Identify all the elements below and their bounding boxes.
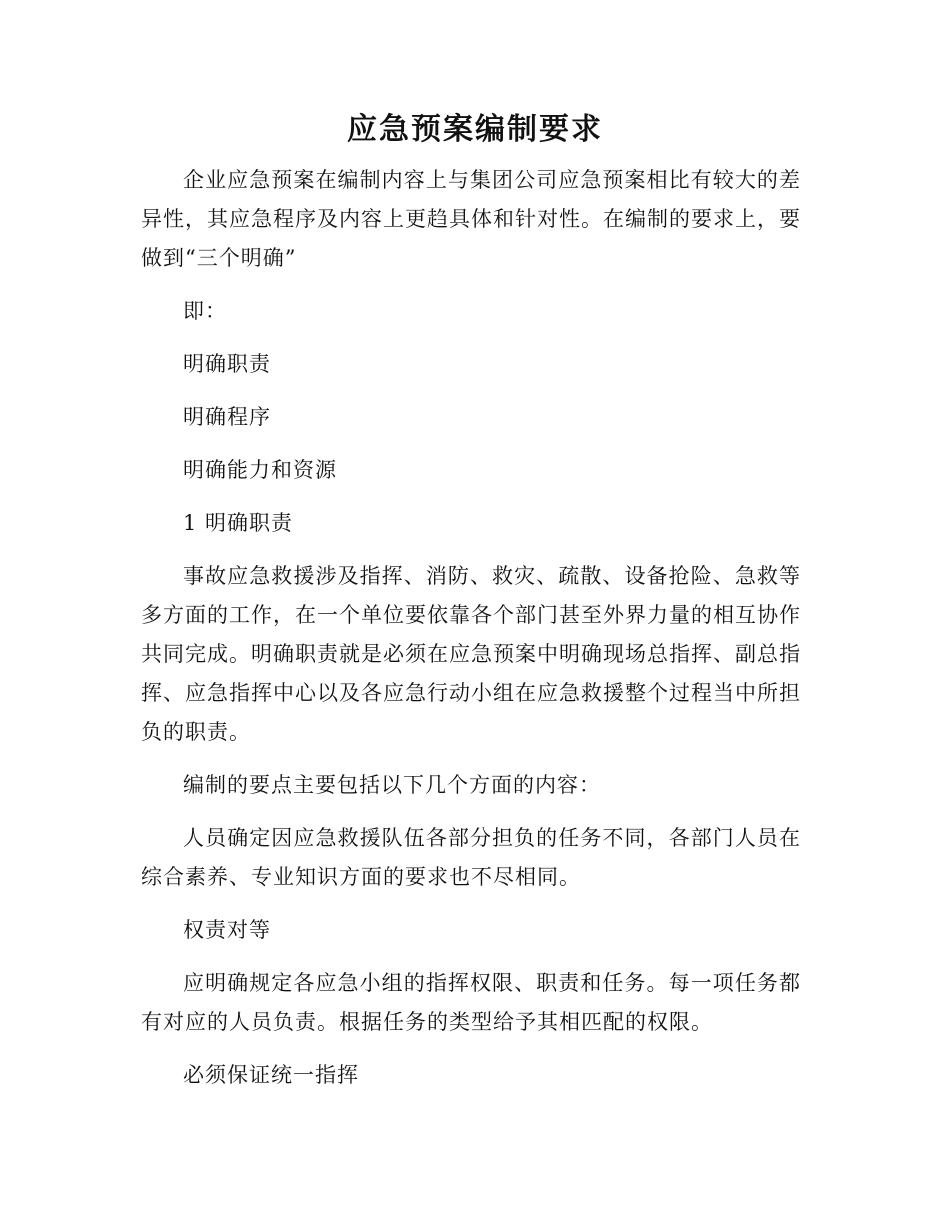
paragraph-ji: 即： <box>183 299 227 323</box>
document-title: 应急预案编制要求 <box>347 112 603 147</box>
paragraph-intro: 企业应急预案在编制内容上与集团公司应急预案相比有较大的差异性，其应急程序及内容上更趋具体和针对性。在编制的要求上，要做到“三个明确” <box>141 168 801 270</box>
paragraph-rights-body: 应明确规定各应急小组的指挥权限、职责和任务。每一项任务都有对应的人员负责。根据任务的类型给予其相匹配的权限。 <box>141 971 801 1034</box>
paragraph-personnel: 人员确定因应急救援队伍各部分担负的任务不同，各部门人员在综合素养、专业知识方面的要求也不尽相同。 <box>141 826 801 889</box>
paragraph-clear-procedure: 明确程序 <box>183 405 271 429</box>
paragraph-rights-responsibilities: 权责对等 <box>183 918 271 942</box>
document-body <box>141 161 801 1109</box>
paragraph-clear-capability: 明确能力和资源 <box>183 458 337 482</box>
paragraph-clear-duties: 明确职责 <box>183 352 271 376</box>
paragraph-key-points: 编制的要点主要包括以下几个方面的内容： <box>183 773 601 797</box>
paragraph-unified-command: 必须保证统一指挥 <box>183 1063 359 1087</box>
paragraph-duties-body: 事故应急救援涉及指挥、消防、救灾、疏散、设备抢险、急救等多方面的工作，在一个单位要依靠各个部门甚至外界力量的相互协作共同完成。明确职责就是必须在应急预案中明确现场总指挥、副总指挥、应急指挥中心以及各应急行动小组在应急救援整个过程当中所担负的职责。 <box>141 564 801 744</box>
section-heading-duties: 1 明确职责 <box>183 511 294 535</box>
